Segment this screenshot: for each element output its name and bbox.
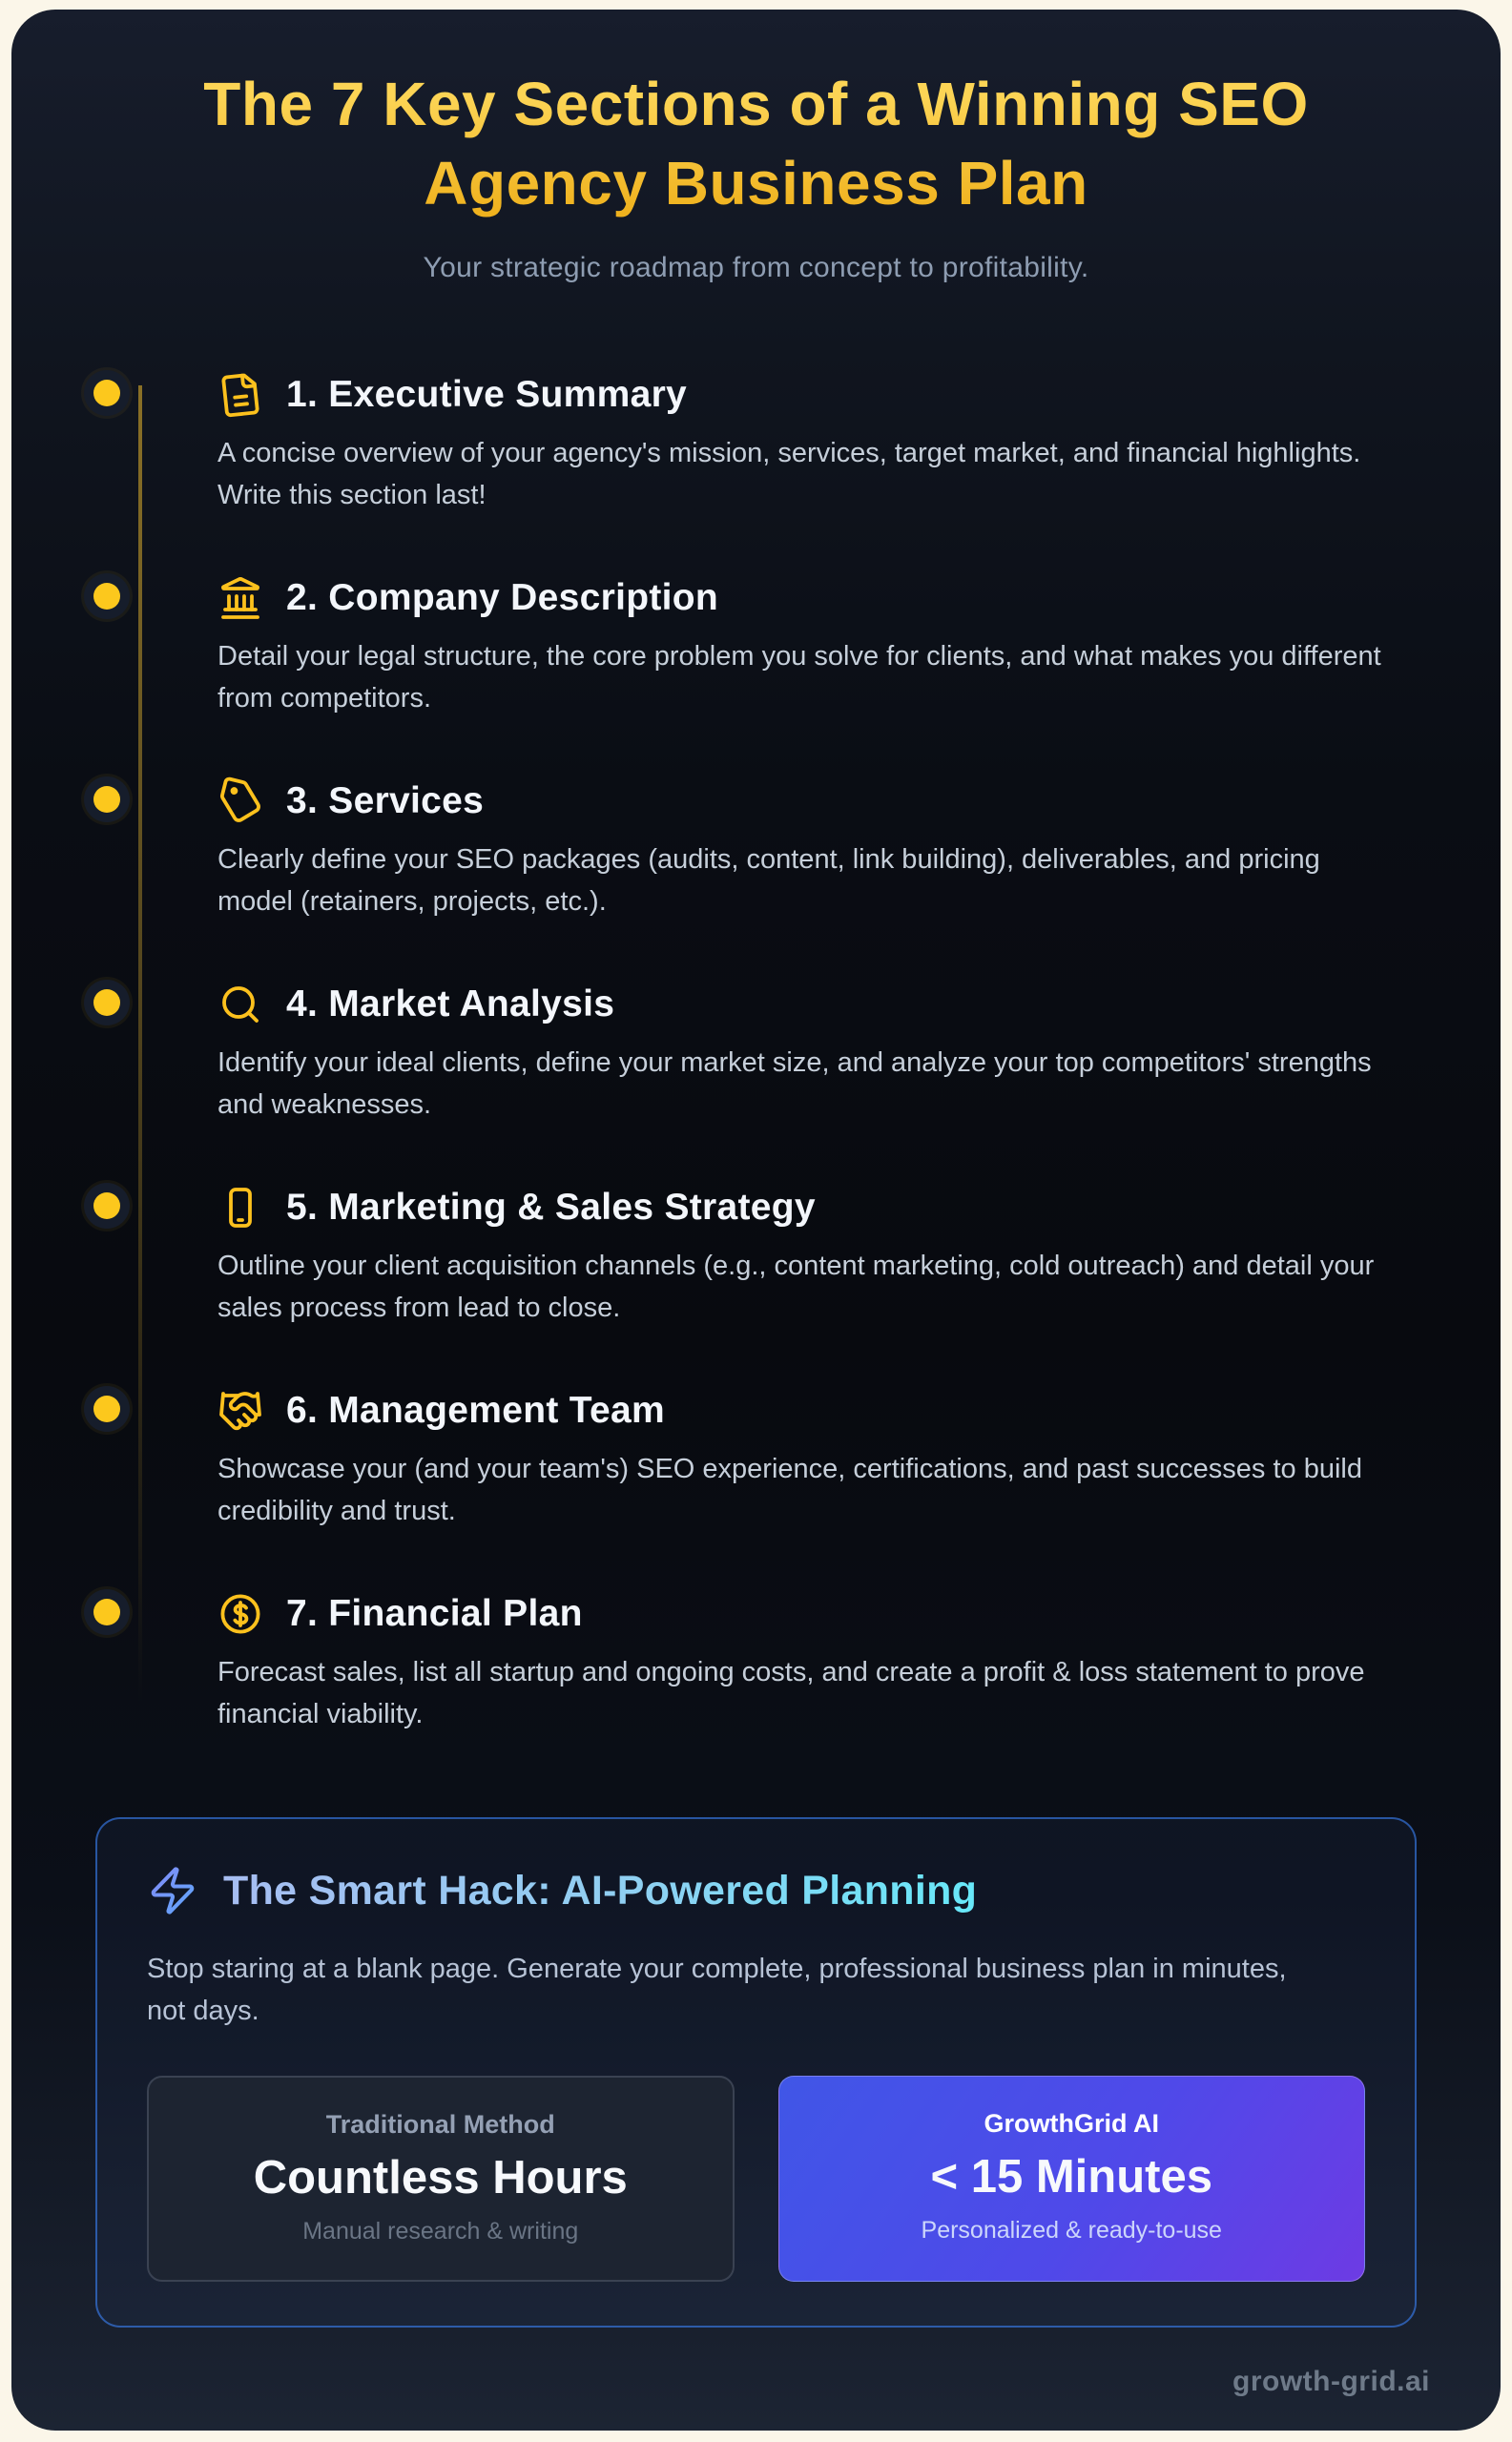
smart-hack-header: [147, 1865, 1365, 1916]
timeline-dot: [93, 1192, 120, 1219]
section-title: 3. Services: [286, 780, 485, 822]
timeline-dot: [93, 583, 120, 610]
comparison-grid: [147, 2076, 1365, 2282]
timeline-item: [11, 1185, 1501, 1329]
section-description: Forecast sales, list all startup and ongoing costs, and create a profit & loss statement to prove financial viability.: [217, 1657, 1365, 1729]
timeline-item: [11, 1591, 1501, 1735]
traditional-method-card: [147, 2076, 735, 2282]
timeline-item: [11, 982, 1501, 1126]
section-header: [217, 1388, 1396, 1434]
zap-icon: [147, 1865, 198, 1916]
method-label: Traditional Method: [325, 2110, 555, 2140]
handshake-icon: [217, 1388, 263, 1434]
method-note: Personalized & ready-to-use: [921, 2217, 1222, 2245]
section-description: Showcase your (and your team's) SEO experience, certifications, and past successes to build credibility and trust.: [217, 1454, 1362, 1526]
timeline-dot: [93, 989, 120, 1016]
page-subtitle: Your strategic roadmap from concept to profitability.: [423, 252, 1089, 284]
section-header: [217, 372, 1396, 418]
section-title: 5. Marketing & Sales Strategy: [286, 1187, 816, 1229]
smart-hack-card: [95, 1817, 1417, 2328]
infographic-card: [11, 10, 1501, 2431]
section-title: 7. Financial Plan: [286, 1593, 583, 1635]
page-title: The 7 Key Sections of a Winning SEO Agency Business Plan: [179, 65, 1334, 223]
section-title: 2. Company Description: [286, 577, 719, 619]
document-icon: [217, 372, 263, 418]
section-header: [217, 982, 1396, 1027]
section-header: [217, 778, 1396, 824]
smart-hack-description: Stop staring at a blank page. Generate your complete, professional business plan in minutes, not days.: [147, 1954, 1287, 2026]
section-description: Outline your client acquisition channels (e.g., content marketing, cold outreach) and detail your sales process from lead to close.: [217, 1251, 1375, 1323]
timeline-dot: [93, 1396, 120, 1422]
smart-hack-title: The Smart Hack: AI-Powered Planning: [223, 1867, 978, 1914]
timeline-dot: [93, 786, 120, 813]
brand-domain: growth-grid.ai: [1232, 2366, 1430, 2397]
timeline-item: [11, 1388, 1501, 1532]
section-header: [217, 1185, 1396, 1231]
timeline-dot: [93, 380, 120, 406]
method-note: Manual research & writing: [302, 2218, 579, 2245]
section-title: 6. Management Team: [286, 1390, 665, 1432]
dollar-icon: [217, 1591, 263, 1637]
footer: [11, 2350, 1501, 2431]
method-value: < 15 Minutes: [930, 2151, 1212, 2204]
ai-method-card: [778, 2076, 1366, 2282]
section-description: Detail your legal structure, the core problem you solve for clients, and what makes you different from competitors.: [217, 641, 1381, 714]
timeline-dot: [93, 1599, 120, 1625]
timeline: [11, 372, 1501, 1794]
magnifier-icon: [217, 982, 263, 1027]
section-header: [217, 575, 1396, 621]
bank-icon: [217, 575, 263, 621]
tag-icon: [217, 778, 263, 824]
timeline-item: [11, 372, 1501, 516]
section-description: Clearly define your SEO packages (audits, content, link building), deliverables, and pricing model (retainers, projects, etc.).: [217, 844, 1320, 917]
timeline-item: [11, 575, 1501, 719]
method-value: Countless Hours: [253, 2152, 628, 2204]
timeline-item: [11, 778, 1501, 922]
section-description: A concise overview of your agency's mission, services, target market, and financial highlights. Write this section last!: [217, 438, 1361, 510]
header: [11, 65, 1501, 284]
section-title: 4. Market Analysis: [286, 983, 615, 1025]
section-header: [217, 1591, 1396, 1637]
phone-icon: [217, 1185, 263, 1231]
section-title: 1. Executive Summary: [286, 374, 688, 416]
method-label: GrowthGrid AI: [984, 2109, 1159, 2139]
section-description: Identify your ideal clients, define your market size, and analyze your top competitors' strengths and weaknesses.: [217, 1047, 1372, 1120]
